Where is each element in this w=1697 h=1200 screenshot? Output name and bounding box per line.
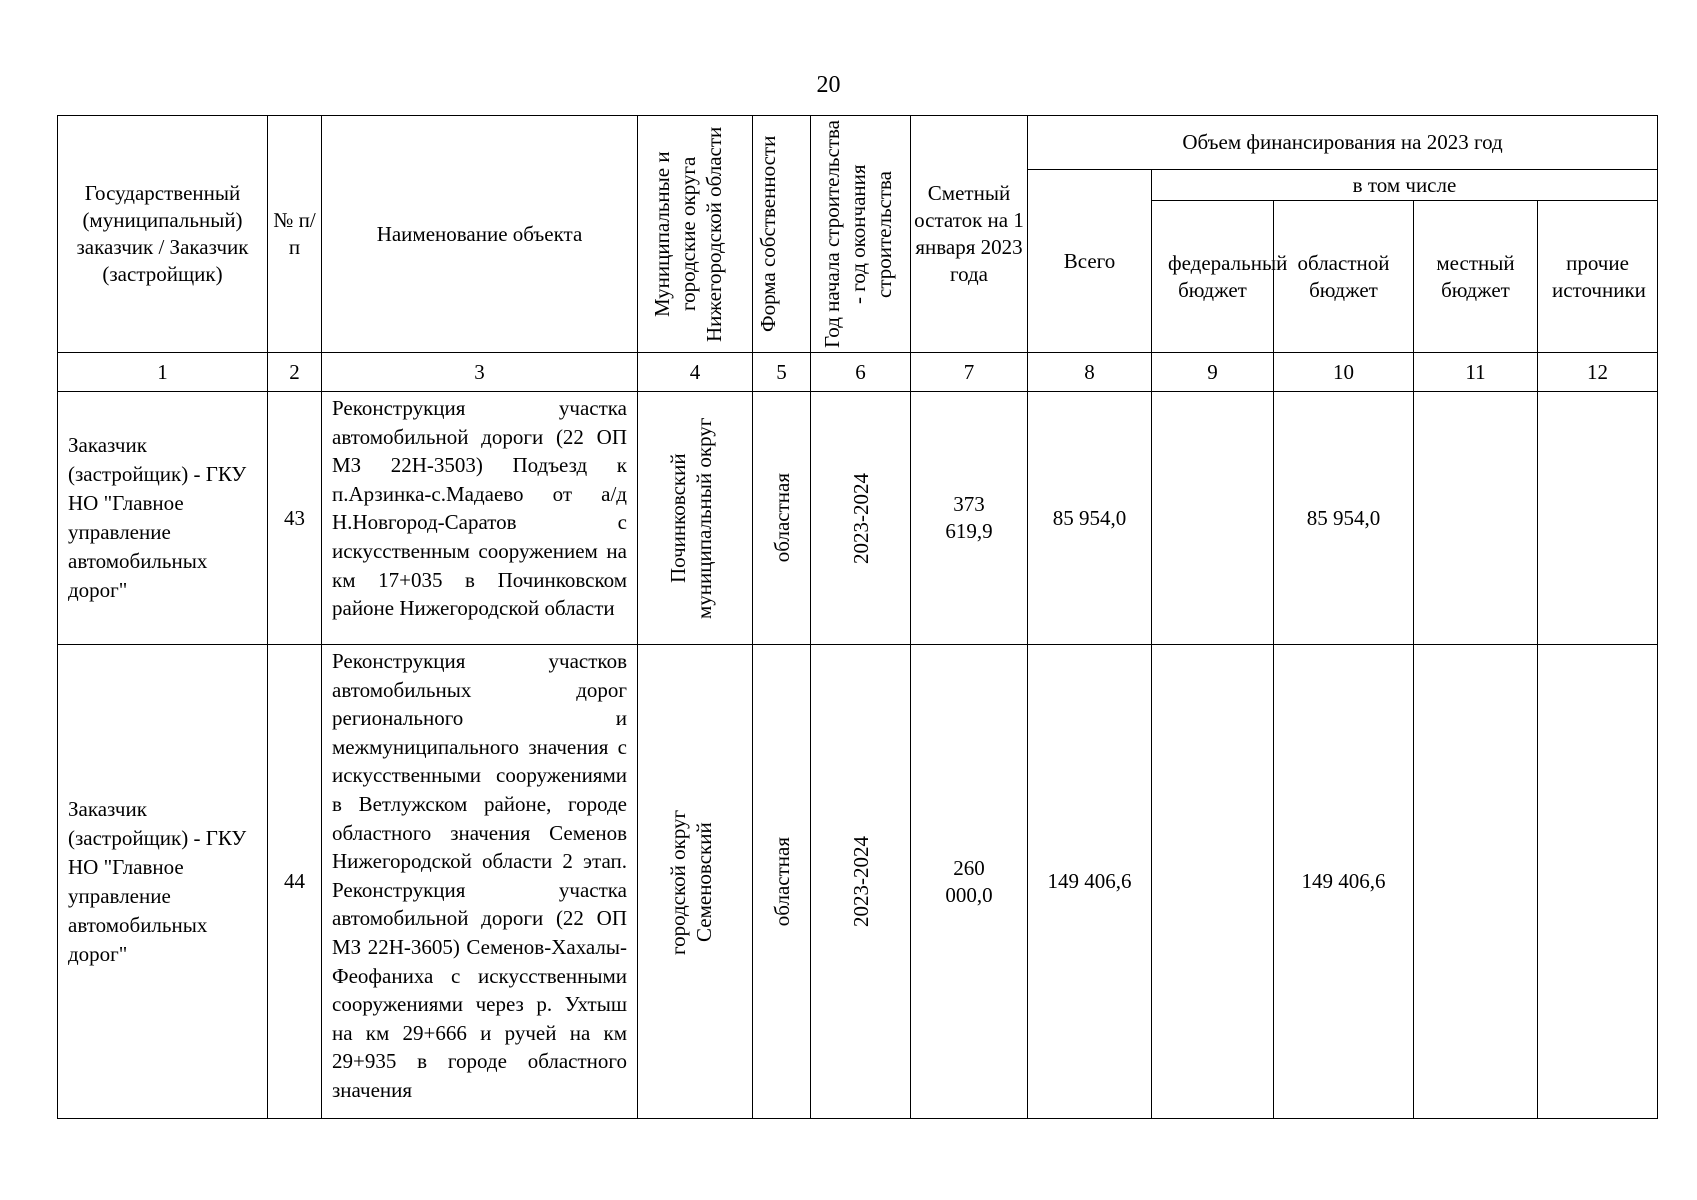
row-ownership — [753, 392, 811, 645]
column-number: 6 — [811, 353, 911, 392]
page-number: 20 — [816, 72, 841, 98]
column-number: 12 — [1538, 353, 1658, 392]
column-number: 7 — [911, 353, 1028, 392]
header-number: № п/п — [268, 116, 322, 353]
row-years — [811, 645, 911, 1119]
row-ownership — [753, 645, 811, 1119]
row-regional: 85 954,0 — [1274, 392, 1414, 645]
column-number: 11 — [1414, 353, 1538, 392]
column-number-row — [58, 353, 1658, 392]
column-number: 3 — [322, 353, 638, 392]
column-number: 1 — [58, 353, 268, 392]
row-municipality — [638, 645, 753, 1119]
header-local: местный бюджет — [1414, 201, 1538, 353]
row-total: 85 954,0 — [1028, 392, 1152, 645]
row-customer: Заказчик (застройщик) - ГКУ НО "Главное управление автомобильных дорог" — [58, 392, 268, 645]
table-row — [58, 392, 1658, 645]
row-number: 43 — [268, 392, 322, 645]
row-object-name: Реконструкция участков автомобильных дорог регионального и межмуниципального значения с искусственными сооружениями в Ветлужском районе, городе областного значения Семенов Нижегородской области 2 этап. Реконструкция участка автомобильной дороги (22 ОП МЗ 22Н-3605) Семенов-Хахалы-Феофаниха с искусственными сооружениями через р. Ухтыш на км 29+666 и ручей на км 29+935 в городе областного значения — [322, 645, 638, 1119]
header-regional: областной бюджет — [1274, 201, 1414, 353]
row-customer: Заказчик (застройщик) - ГКУ НО "Главное управление автомобильных дорог" — [58, 645, 268, 1119]
row-years — [811, 392, 911, 645]
column-number: 9 — [1152, 353, 1274, 392]
header-estimate: Сметный остаток на 1 января 2023 года — [911, 116, 1028, 353]
header-municipality-text: Муниципальные и городские округа Нижегородской области — [650, 126, 726, 342]
header-object-name: Наименование объекта — [322, 116, 638, 353]
row-total: 149 406,6 — [1028, 645, 1152, 1119]
row-local — [1414, 392, 1538, 645]
column-number: 5 — [753, 353, 811, 392]
row-municipality-text: Починковский муниципальный округ — [666, 417, 716, 619]
column-number: 2 — [268, 353, 322, 392]
row-number: 44 — [268, 645, 322, 1119]
column-number: 8 — [1028, 353, 1152, 392]
header-ownership — [753, 116, 811, 353]
header-years — [811, 116, 911, 353]
row-federal — [1152, 392, 1274, 645]
header-total: Всего — [1028, 170, 1152, 353]
row-local — [1414, 645, 1538, 1119]
row-other — [1538, 392, 1658, 645]
header-row-1 — [58, 116, 1658, 170]
header-other: прочие источники — [1538, 201, 1658, 353]
row-estimate: 373 619,9 — [911, 392, 1028, 645]
row-federal — [1152, 645, 1274, 1119]
column-number: 4 — [638, 353, 753, 392]
row-municipality-text: городской округ Семеновский — [666, 808, 716, 955]
row-object-name: Реконструкция участка автомобильной дороги (22 ОП МЗ 22Н-3503) Подъезд к п.Арзинка-с.Мадаево от а/д Н.Новгород-Саратов с искусственным сооружением на км 17+035 в Починковском районе Нижегородской области — [322, 392, 638, 645]
row-ownership-text: областная — [769, 473, 794, 563]
header-customer: Государственный (муниципальный) заказчик / Заказчик (застройщик) — [58, 116, 268, 353]
row-ownership-text: областная — [769, 836, 794, 927]
column-number: 10 — [1274, 353, 1414, 392]
row-years-text: 2023-2024 — [848, 836, 873, 927]
header-financing: Объем финансирования на 2023 год — [1028, 116, 1658, 170]
header-ownership-text: Форма собственности — [755, 135, 780, 333]
investment-table — [57, 115, 1658, 1119]
table-row — [58, 645, 1658, 1119]
row-years-text: 2023-2024 — [848, 472, 873, 564]
header-years-text: Год начала строительства - год окончания строительства — [819, 120, 896, 348]
header-municipality — [638, 116, 753, 353]
row-other — [1538, 645, 1658, 1119]
header-including: в том числе — [1152, 170, 1658, 201]
row-estimate: 260 000,0 — [911, 645, 1028, 1119]
row-regional: 149 406,6 — [1274, 645, 1414, 1119]
row-municipality — [638, 392, 753, 645]
header-federal: федеральный бюджет — [1152, 201, 1274, 353]
